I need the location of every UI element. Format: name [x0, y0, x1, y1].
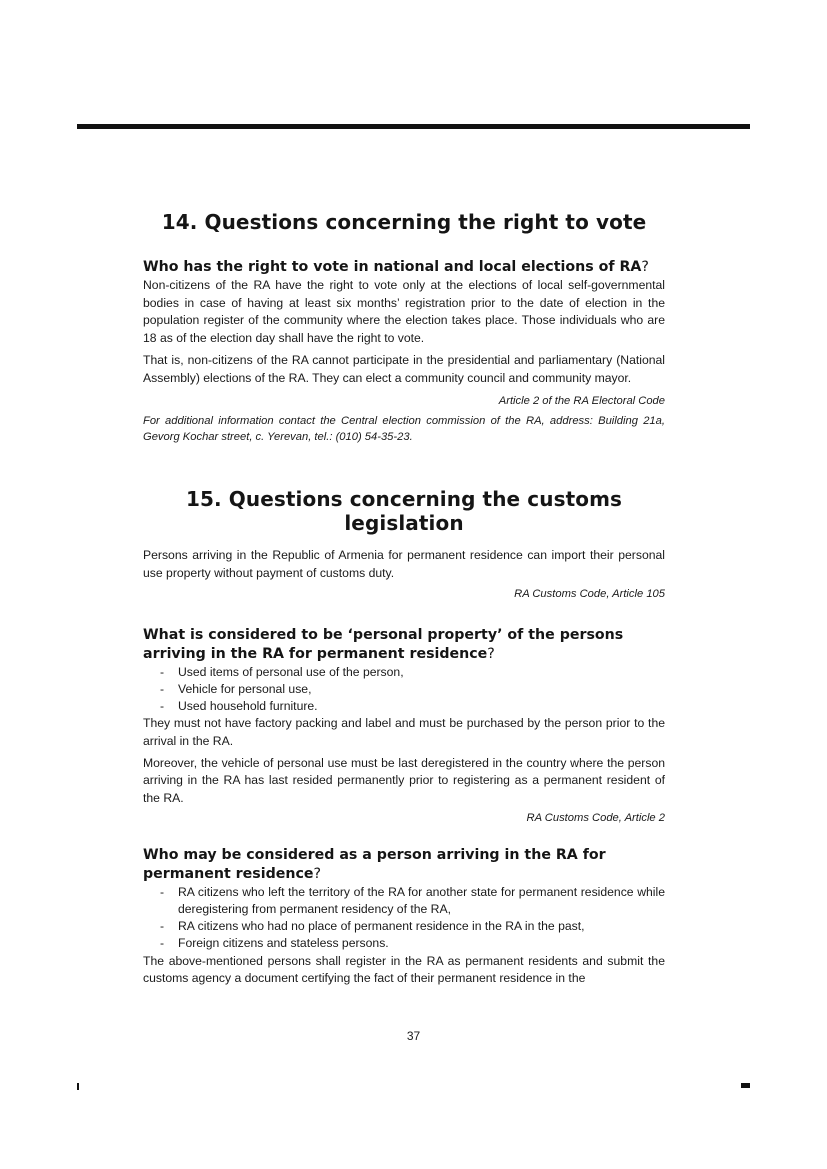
paragraph: They must not have factory packing and label and must be purchased by the person prior to the arrival in the RA. [143, 716, 665, 748]
list-item-text: Vehicle for personal use, [178, 681, 312, 696]
crop-mark-left [77, 1083, 79, 1090]
citation: Article 2 of the RA Electoral Code [498, 395, 665, 408]
citation: RA Customs Code, Article 2 [526, 811, 665, 824]
question-mark: ? [313, 865, 322, 882]
contact-note: For additional information contact the Central election commission of the RA, address: Building 21a, Gevorg Kochar street, c. Yerevan, tel.: (010) 54-35-23. [143, 415, 665, 444]
page-number: 37 [406, 1029, 421, 1043]
paragraph: Persons arriving in the Republic of Armenia for permanent residence can import their personal use property without payment of customs duty. [143, 548, 665, 580]
resident-list [143, 884, 665, 953]
list-dash: - [160, 936, 165, 951]
list-dash: - [160, 884, 165, 899]
list-item [143, 884, 665, 918]
list-item [143, 664, 665, 681]
question-heading [143, 846, 665, 884]
question-heading [143, 258, 665, 277]
paragraph: Non-citizens of the RA have the right to vote only at the elections of local self-governmental bodies in case of having at least six months’ registration prior to the date of election in the population register of the community where the election takes place. Those individuals who are 18 as of the election day shall have the right to vote. [143, 278, 665, 346]
page-content [143, 210, 665, 988]
list-dash: - [160, 919, 165, 934]
question-text: What is considered to be ‘personal property’ of the persons arriving in the RA for permanent residence [143, 626, 624, 662]
top-rule [77, 124, 750, 129]
question-text: Who may be considered as a person arriving in the RA for permanent residence [143, 846, 606, 882]
question-mark: ? [487, 645, 495, 662]
list-item [143, 698, 665, 715]
list-dash: - [160, 681, 165, 696]
property-list [143, 664, 665, 716]
list-dash: - [160, 699, 165, 714]
list-item-text: Used household furniture. [178, 699, 318, 714]
list-item-text: RA citizens who left the territory of the RA for another state for permanent residence while deregistering from permanent residency of the RA, [178, 884, 665, 916]
list-dash: - [160, 664, 165, 679]
crop-mark-right [741, 1083, 750, 1088]
paragraph: The above-mentioned persons shall register in the RA as permanent residents and submit the customs agency a document certifying the fact of their permanent residence in the [143, 953, 665, 986]
question-text: Who has the right to vote in national and local elections of RA [143, 259, 642, 275]
list-item [143, 918, 665, 935]
paragraph: That is, non-citizens of the RA cannot participate in the presidential and parliamentary (National Assembly) elections of the RA. They can elect a community council and community mayor. [143, 352, 665, 385]
section-14-title: 14. Questions concerning the right to vote [161, 210, 647, 234]
question-mark: ? [641, 259, 649, 275]
list-item [143, 935, 665, 952]
list-item-text: RA citizens who had no place of permanent residence in the RA in the past, [178, 919, 585, 934]
question-heading [143, 626, 665, 664]
citation: RA Customs Code, Article 105 [514, 587, 665, 600]
list-item-text: Used items of personal use of the person, [178, 664, 404, 679]
list-item-text: Foreign citizens and stateless persons. [178, 936, 389, 951]
section-15-title: 15. Questions concerning the customs legislation [185, 487, 623, 536]
paragraph: Moreover, the vehicle of personal use must be last deregistered in the country where the person arriving in the RA has last resided permanently prior to registering as a permanent resident of the RA. [143, 755, 665, 806]
list-item [143, 681, 665, 698]
